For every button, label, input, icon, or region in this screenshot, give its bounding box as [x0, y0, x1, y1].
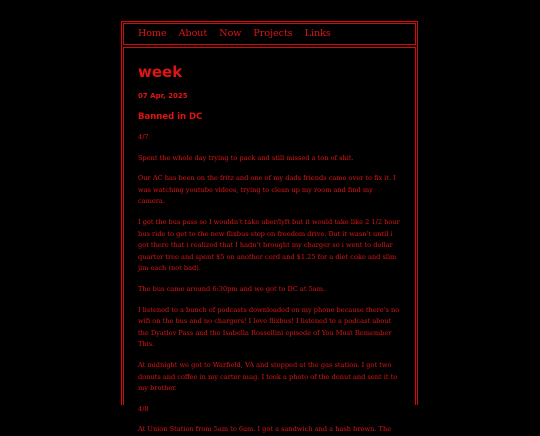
nav-link-now[interactable]: Now: [219, 28, 242, 40]
post-paragraph: Spent the whole day trying to pack and still missed a ton of shit.: [138, 153, 354, 162]
post-paragraph: I got the bus pass so I wouldn't take uber/lyft but it would take like 2 1/2 hour bus ride to get to the new flixbus stop on freedom drive. But it wasn't until i got there that i realized that I hadn't brought my charger so i went to dollar quarter tree and spent $5 on another cord and $1.25 for a diet coke and slim jim each (not bad).: [138, 217, 400, 273]
post-paragraph: The bus came around 6:30pm and we got to DC at 5am.: [138, 284, 326, 293]
nav-link-home[interactable]: Home: [138, 28, 167, 40]
post-date: 07 Apr, 2025: [138, 92, 188, 100]
post-subtitle: Banned in DC: [138, 112, 203, 122]
post-paragraph: At Union Station from 5am to 6am. I got a sandwich and a hash brown. The: [138, 425, 392, 434]
post-title: week: [138, 63, 183, 81]
post-paragraph: 4/7: [138, 133, 149, 141]
top-nav: [123, 23, 416, 45]
post-content: [123, 47, 416, 434]
post-paragraph: Our AC has been on the fritz and one of my dads friends came over to fix it. I was watching youtube videos, trying to clean up my room and find my camera.: [138, 174, 396, 206]
post-paragraph: 4/8: [138, 404, 149, 413]
nav-link-links[interactable]: Links: [304, 28, 331, 40]
nav-link-projects[interactable]: Projects: [253, 28, 293, 40]
post-paragraph: At midnight we got to Warfield, VA and stopped at the gas station. I got two donuts and coffee in my carter mug. I took a photo of the donut and sent it to my brother.: [138, 360, 398, 393]
post-paragraph: I listened to a bunch of podcasts downloaded on my phone because there's no wifi on the bus and no chargers! I love flixbus! I listened to a podcast about the Dyatlov Pass and the Isabella Rossellini episode of You Must Remember This.: [138, 305, 400, 349]
nav-link-about[interactable]: About: [178, 28, 208, 40]
